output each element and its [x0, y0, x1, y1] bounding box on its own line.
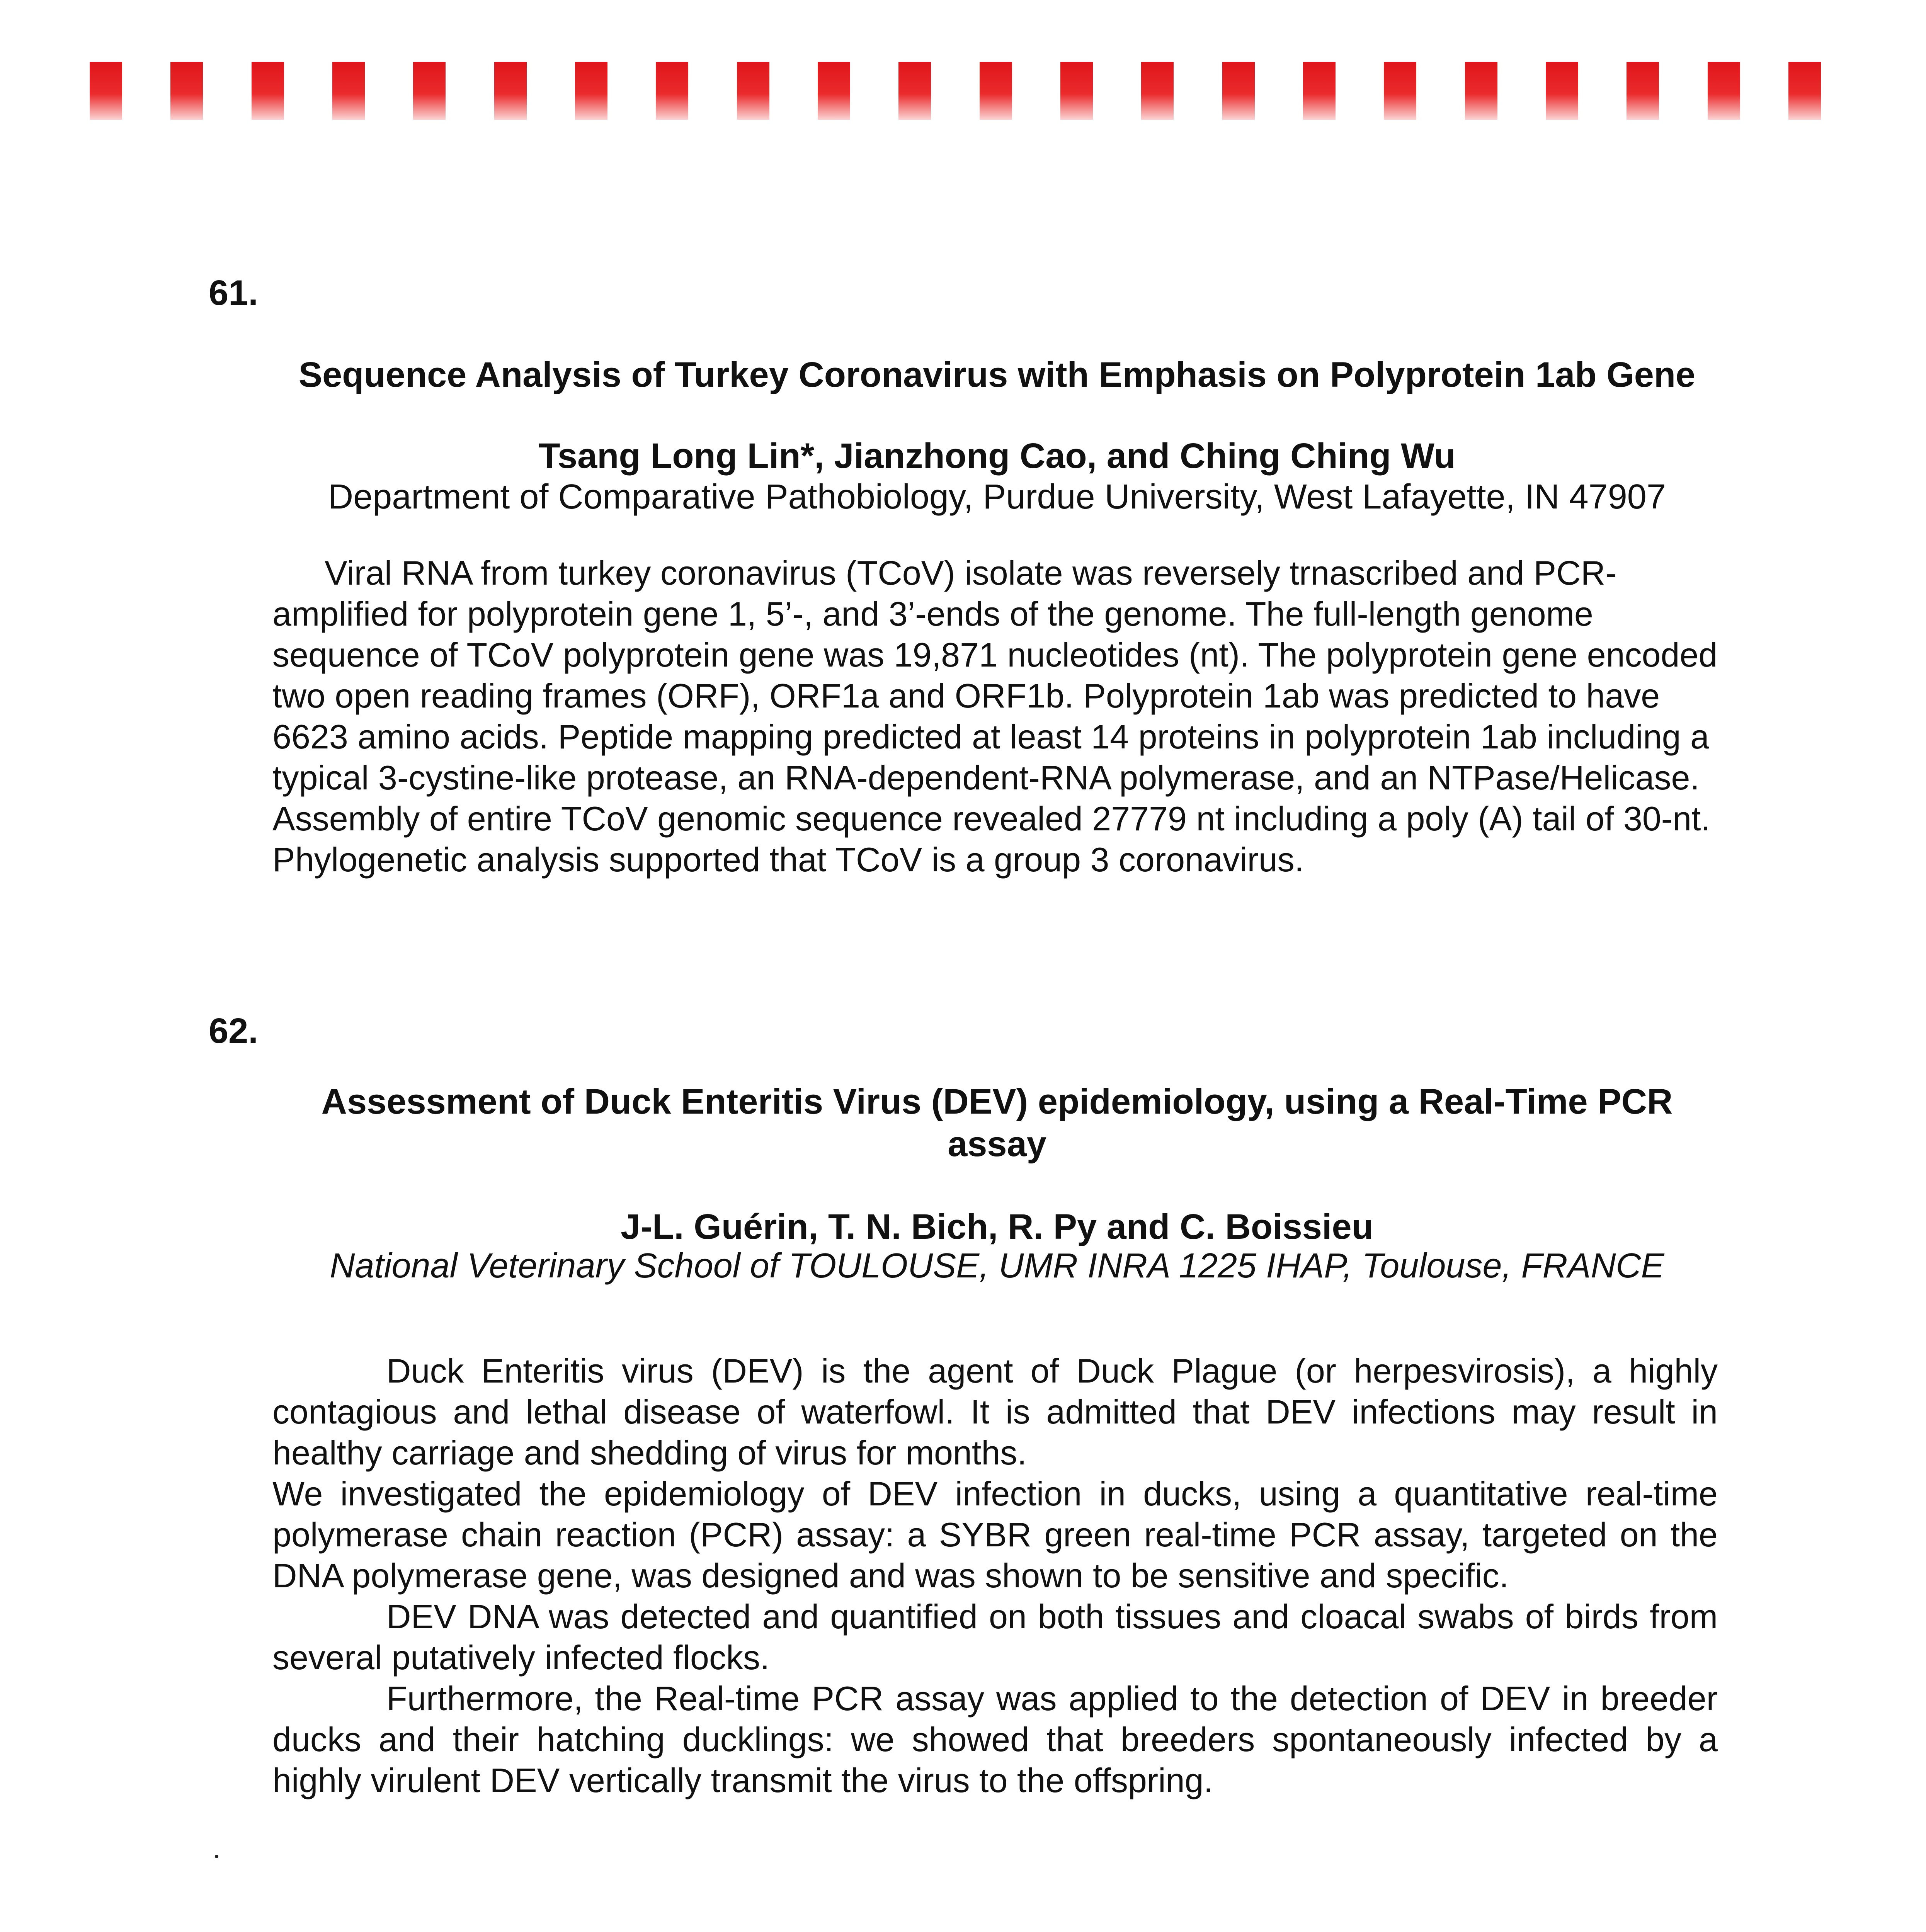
header-block: [1060, 62, 1093, 120]
abstract-body: [272, 553, 1718, 880]
header-block: [494, 62, 527, 120]
header-block: [1222, 62, 1255, 120]
abstract-paragraph: We investigated the epidemiology of DEV infection in ducks, using a quantitative real-time polymerase chain reaction (PCR) assay: a SYBR green real-time PCR assay, targeted on the DNA polymerase gene, was designed and was shown to be sensitive and specific.: [272, 1475, 1718, 1595]
abstract-paragraph: Viral RNA from turkey coronavirus (TCoV) isolate was reversely trnascribed and PCR-amplified for polyprotein gene 1, 5’-, and 3’-ends of the genome. The full-length genome sequence of TCoV polyprotein gene was 19,871 nucleotides (nt). The polyprotein gene encoded two open reading frames (ORF), ORF1a and ORF1b. Polyprotein 1ab was predicted to have 6623 amino acids. Peptide mapping predicted at least 14 proteins in polyprotein 1ab including a typical 3-cystine-like protease, an RNA-dependent-RNA polymerase, and an NTPase/Helicase. Assembly of entire TCoV genomic sequence revealed 27779 nt including a poly (A) tail of 30-nt. Phylogenetic analysis supported that TCoV is a group 3 coronavirus.: [272, 554, 1718, 879]
abstract-title: [271, 1080, 1724, 1165]
header-block: [1788, 62, 1821, 120]
abstract-title: Sequence Analysis of Turkey Coronavirus with Emphasis on Polyprotein 1ab Gene: [298, 355, 1696, 395]
abstract-title-line: Assessment of Duck Enteritis Virus (DEV) epidemiology, using a Real-Time PCR: [321, 1082, 1673, 1121]
header-block: [413, 62, 446, 120]
abstract-number: 61.: [209, 273, 258, 313]
stray-dot: [215, 1855, 218, 1858]
abstract-affiliation: Department of Comparative Pathobiology, Purdue University, West Lafayette, IN 47907: [328, 478, 1666, 516]
header-block: [1303, 62, 1336, 120]
abstract-affiliation: National Veterinary School of TOULOUSE, UMR INRA 1225 IHAP, Toulouse, FRANCE: [330, 1247, 1664, 1285]
abstract-authors: Tsang Long Lin*, Jianzhong Cao, and Ching Ching Wu: [538, 436, 1456, 476]
abstract-paragraph: Furthermore, the Real-time PCR assay was applied to the detection of DEV in breeder ducks and their hatching ducklings: we showed that breeders spontaneously infected by a highly virulent DEV vertically transmit the virus to the offspring.: [272, 1679, 1718, 1799]
abstract-number: 62.: [209, 1011, 258, 1051]
header-decoration-band: [90, 62, 1821, 120]
abstract-body: [272, 1350, 1718, 1801]
header-block: [656, 62, 688, 120]
header-block: [575, 62, 607, 120]
header-block: [1384, 62, 1416, 120]
header-block: [1546, 62, 1578, 120]
abstract-paragraph: DEV DNA was detected and quantified on both tissues and cloacal swabs of birds from several putatively infected flocks.: [272, 1597, 1718, 1677]
header-block: [252, 62, 284, 120]
header-block: [980, 62, 1012, 120]
abstract-paragraph: Duck Enteritis virus (DEV) is the agent of Duck Plague (or herpesvirosis), a highly contagious and lethal disease of waterfowl. It is admitted that DEV infections may result in healthy carriage and shedding of virus for months.: [272, 1352, 1718, 1472]
header-block: [170, 62, 203, 120]
header-block: [1627, 62, 1659, 120]
header-block: [332, 62, 365, 120]
header-block: [1708, 62, 1740, 120]
header-block: [818, 62, 850, 120]
header-block: [1141, 62, 1174, 120]
header-block: [737, 62, 769, 120]
abstract-title-line: assay: [948, 1124, 1046, 1164]
header-block: [1465, 62, 1497, 120]
abstract-authors: J-L. Guérin, T. N. Bich, R. Py and C. Boissieu: [621, 1207, 1373, 1247]
header-block: [90, 62, 122, 120]
header-block: [898, 62, 931, 120]
